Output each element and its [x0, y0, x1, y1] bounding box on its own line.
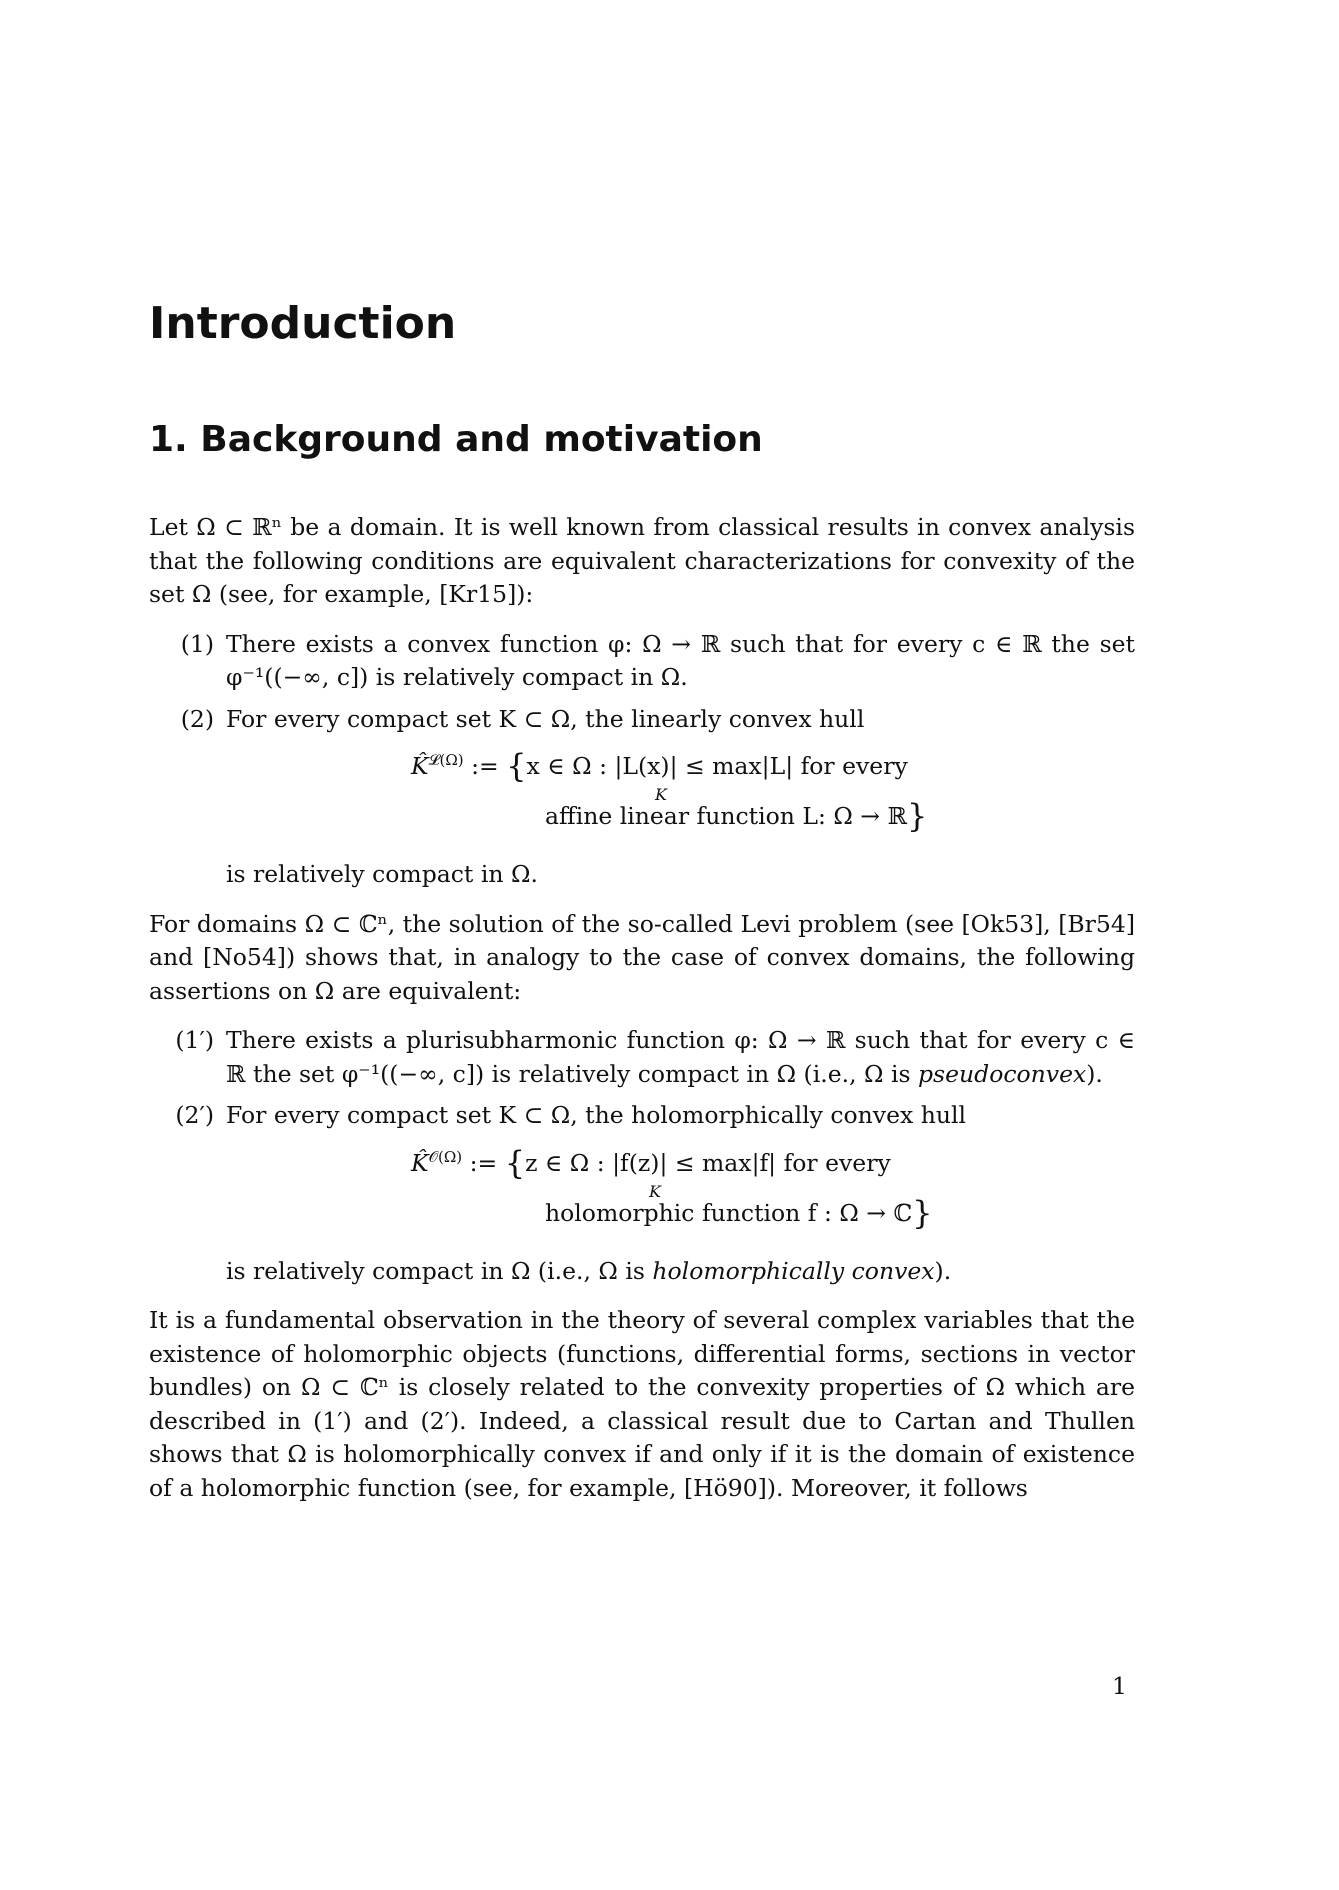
equation-1-line-1: K̂$^{𝓛(\Omega)}$ := {x ∈ Ω : |L(x)| ≤ max|L| for every: [411, 747, 908, 785]
item-text-1: There exists a convex function φ: Ω → ℝ such that for every c ∈ ℝ the set φ⁻¹((−∞, c]) is relatively compact in Ω.: [226, 629, 1135, 691]
equation-1-condition: x ∈ Ω : |L(x)| ≤ max|L| for every: [526, 752, 908, 780]
item-label-2-prime: (2′): [175, 1101, 214, 1129]
equation-2-superscript: 𝒪(Ω): [428, 1147, 463, 1166]
equation-1-superscript: 𝓛(Ω): [428, 751, 464, 770]
body-text: [149, 511, 1135, 1505]
display-equation-1: [149, 740, 1135, 852]
equation-2-condition: z ∈ Ω : |f(z)| ≤ max|f| for every: [525, 1148, 891, 1177]
list-item-2-prime: [149, 1099, 1135, 1133]
chapter-title: Introduction: [149, 298, 457, 349]
list-item-1: [149, 628, 1135, 695]
equation-2-line-1: K̂$^{𝒪(\Omega)}$ := {z ∈ Ω : |f(z)| ≤ max|f| for every: [411, 1143, 891, 1182]
equation-1-line-2: affine linear function L: Ω → ℝ}: [545, 797, 928, 835]
item-text-2-prime: For every compact set K ⊂ Ω, the holomorphically convex hull: [226, 1101, 967, 1129]
section-title: 1. Background and motivation: [149, 419, 763, 460]
list-item-2: [149, 703, 1135, 737]
equation-2-line-2: holomorphic function f : Ω → ℂ}: [545, 1193, 933, 1232]
item-label-1-prime: (1′): [175, 1026, 214, 1054]
paragraph-3: It is a fundamental observation in the theory of several complex variables that the existence of holomorphic objects (functions, differential forms, sections in vector bundles) on Ω ⊂ ℂⁿ is closely related to the convexity properties of Ω which are described in (1′) and (2′). Indeed, a classical result due to Cartan and Thullen shows that Ω is holomorphically convex if and only if it is the domain of existence of a holomorphic function (see, for example, [Hö90]). Moreover, it follows: [149, 1306, 1135, 1502]
item-text-2: For every compact set K ⊂ Ω, the linearly convex hull: [226, 704, 865, 733]
equation-1-line-2-text: affine linear function L: Ω → ℝ: [545, 802, 908, 830]
list-item-1-prime: [149, 1024, 1135, 1091]
paragraph-1: Let Ω ⊂ ℝⁿ be a domain. It is well known from classical results in convex analysis that the following conditions are equivalent characterizations for convexity of the set Ω (see, for example, [Kr15]):: [149, 513, 1135, 608]
equation-2-max-subscript: K: [649, 1181, 661, 1201]
item-text-1-prime: There exists a plurisubharmonic function φ: Ω → ℝ such that for every c ∈ ℝ the set φ⁻¹((−∞, c]) is relatively compact in Ω (i.e., Ω is pseudoconvex).: [226, 1026, 1135, 1088]
equation-1-symbol: K̂: [411, 752, 429, 780]
item-2-continuation: is relatively compact in Ω.: [226, 860, 538, 888]
equation-2-line-2-text: holomorphic function f : Ω → ℂ: [545, 1198, 913, 1227]
equation-2-assign: :=: [462, 1148, 505, 1177]
item-label-2: (2): [180, 704, 214, 733]
item-2-prime-continuation: is relatively compact in Ω (i.e., Ω is holomorphically convex).: [226, 1256, 952, 1285]
equation-1-max-subscript: K: [655, 785, 667, 804]
equation-2-symbol: K̂: [411, 1148, 429, 1177]
display-equation-2: [149, 1137, 1135, 1249]
paragraph-2: For domains Ω ⊂ ℂⁿ, the solution of the so-called Levi problem (see [Ok53], [Br54] and [No54]) shows that, in analogy to the case of convex domains, the following assertions on Ω are equivalent:: [149, 909, 1135, 1005]
page-number: 1: [1112, 1672, 1127, 1700]
equation-1-assign: :=: [463, 752, 507, 780]
item-label-1: (1): [180, 629, 214, 658]
